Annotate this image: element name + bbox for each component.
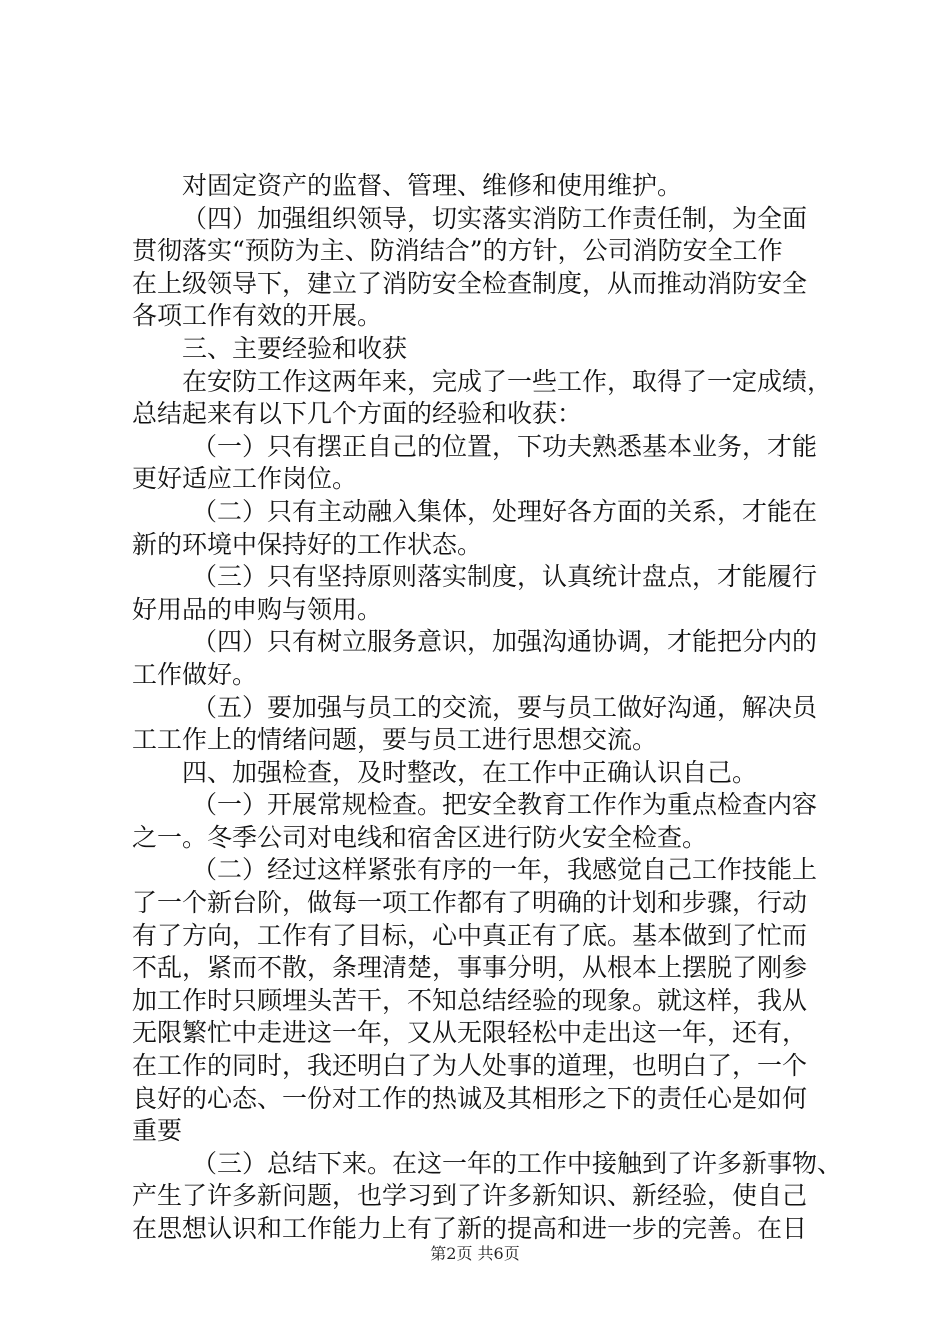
text-line: （二）经过这样紧张有序的一年，我感觉自己工作技能上 bbox=[192, 855, 818, 885]
text-line: 在上级领导下，建立了消防安全检查制度，从而推动消防安全 bbox=[132, 268, 808, 298]
text-line: 贯彻落实“预防为主、防消结合”的方针，公司消防安全工作 bbox=[132, 236, 783, 266]
text-line: 产生了许多新问题，也学习到了许多新知识、新经验，使自己 bbox=[132, 1181, 808, 1211]
text-line: 有了方向，工作有了目标，心中真正有了底。基本做到了忙而 bbox=[132, 920, 808, 950]
text-line: 加工作时只顾埋头苦干，不知总结经验的现象。就这样，我从 bbox=[132, 985, 808, 1015]
text-line: 工工作上的情绪问题，要与员工进行思想交流。 bbox=[132, 725, 658, 755]
text-line: 之一。冬季公司对电线和宿舍区进行防火安全检查。 bbox=[132, 822, 708, 852]
text-line: 重要 bbox=[132, 1116, 183, 1146]
text-line: （二）只有主动融入集体，处理好各方面的关系，才能在 bbox=[192, 496, 818, 526]
text-line: 在思想认识和工作能力上有了新的提高和进一步的完善。在日 bbox=[132, 1214, 808, 1243]
text-line: 总结起来有以下几个方面的经验和收获： bbox=[132, 399, 583, 429]
text-line: 更好适应工作岗位。 bbox=[132, 464, 358, 494]
text-line: 各项工作有效的开展。 bbox=[132, 301, 383, 331]
text-line: （四）只有树立服务意识，加强沟通协调，才能把分内的 bbox=[192, 627, 818, 657]
text-line: （三）总结下来。在这一年的工作中接触到了许多新事物、 bbox=[192, 1148, 843, 1178]
text-line: （一）开展常规检查。把安全教育工作作为重点检查内容 bbox=[192, 790, 818, 820]
text-line: 良好的心态、一份对工作的热诚及其相形之下的责任心是如何 bbox=[132, 1083, 808, 1113]
text-line: 不乱，紧而不散，条理清楚，事事分明，从根本上摆脱了刚参 bbox=[132, 953, 808, 983]
section-heading: 三、主要经验和收获 bbox=[182, 333, 408, 363]
text-line: 对固定资产的监督、管理、维修和使用维护。 bbox=[182, 171, 683, 200]
text-line: 在工作的同时，我还明白了为人处事的道理，也明白了，一个 bbox=[132, 1051, 808, 1081]
text-line: 在安防工作这两年来，完成了一些工作，取得了一定成绩， bbox=[182, 366, 833, 396]
text-line: 了一个新台阶，做每一项工作都有了明确的计划和步骤，行动 bbox=[132, 888, 808, 918]
text-line: （五）要加强与员工的交流，要与员工做好沟通，解决员 bbox=[192, 692, 818, 722]
text-line: （四）加强组织领导，切实落实消防工作责任制，为全面 bbox=[182, 203, 808, 233]
text-line: 工作做好。 bbox=[132, 659, 258, 689]
text-line: 好用品的申购与领用。 bbox=[132, 594, 383, 624]
text-line: （一）只有摆正自己的位置，下功夫熟悉基本业务，才能 bbox=[192, 431, 818, 461]
text-line: （三）只有坚持原则落实制度，认真统计盘点，才能履行 bbox=[192, 562, 818, 592]
text-line: 新的环境中保持好的工作状态。 bbox=[132, 529, 483, 559]
body-text bbox=[132, 170, 843, 1246]
page-number-footer: 第2页 共6页 bbox=[430, 1244, 520, 1263]
text-line: 无限繁忙中走进这一年，又从无限轻松中走出这一年，还有， bbox=[132, 1018, 808, 1048]
section-heading: 四、加强检查，及时整改，在工作中正确认识自己。 bbox=[182, 757, 758, 787]
